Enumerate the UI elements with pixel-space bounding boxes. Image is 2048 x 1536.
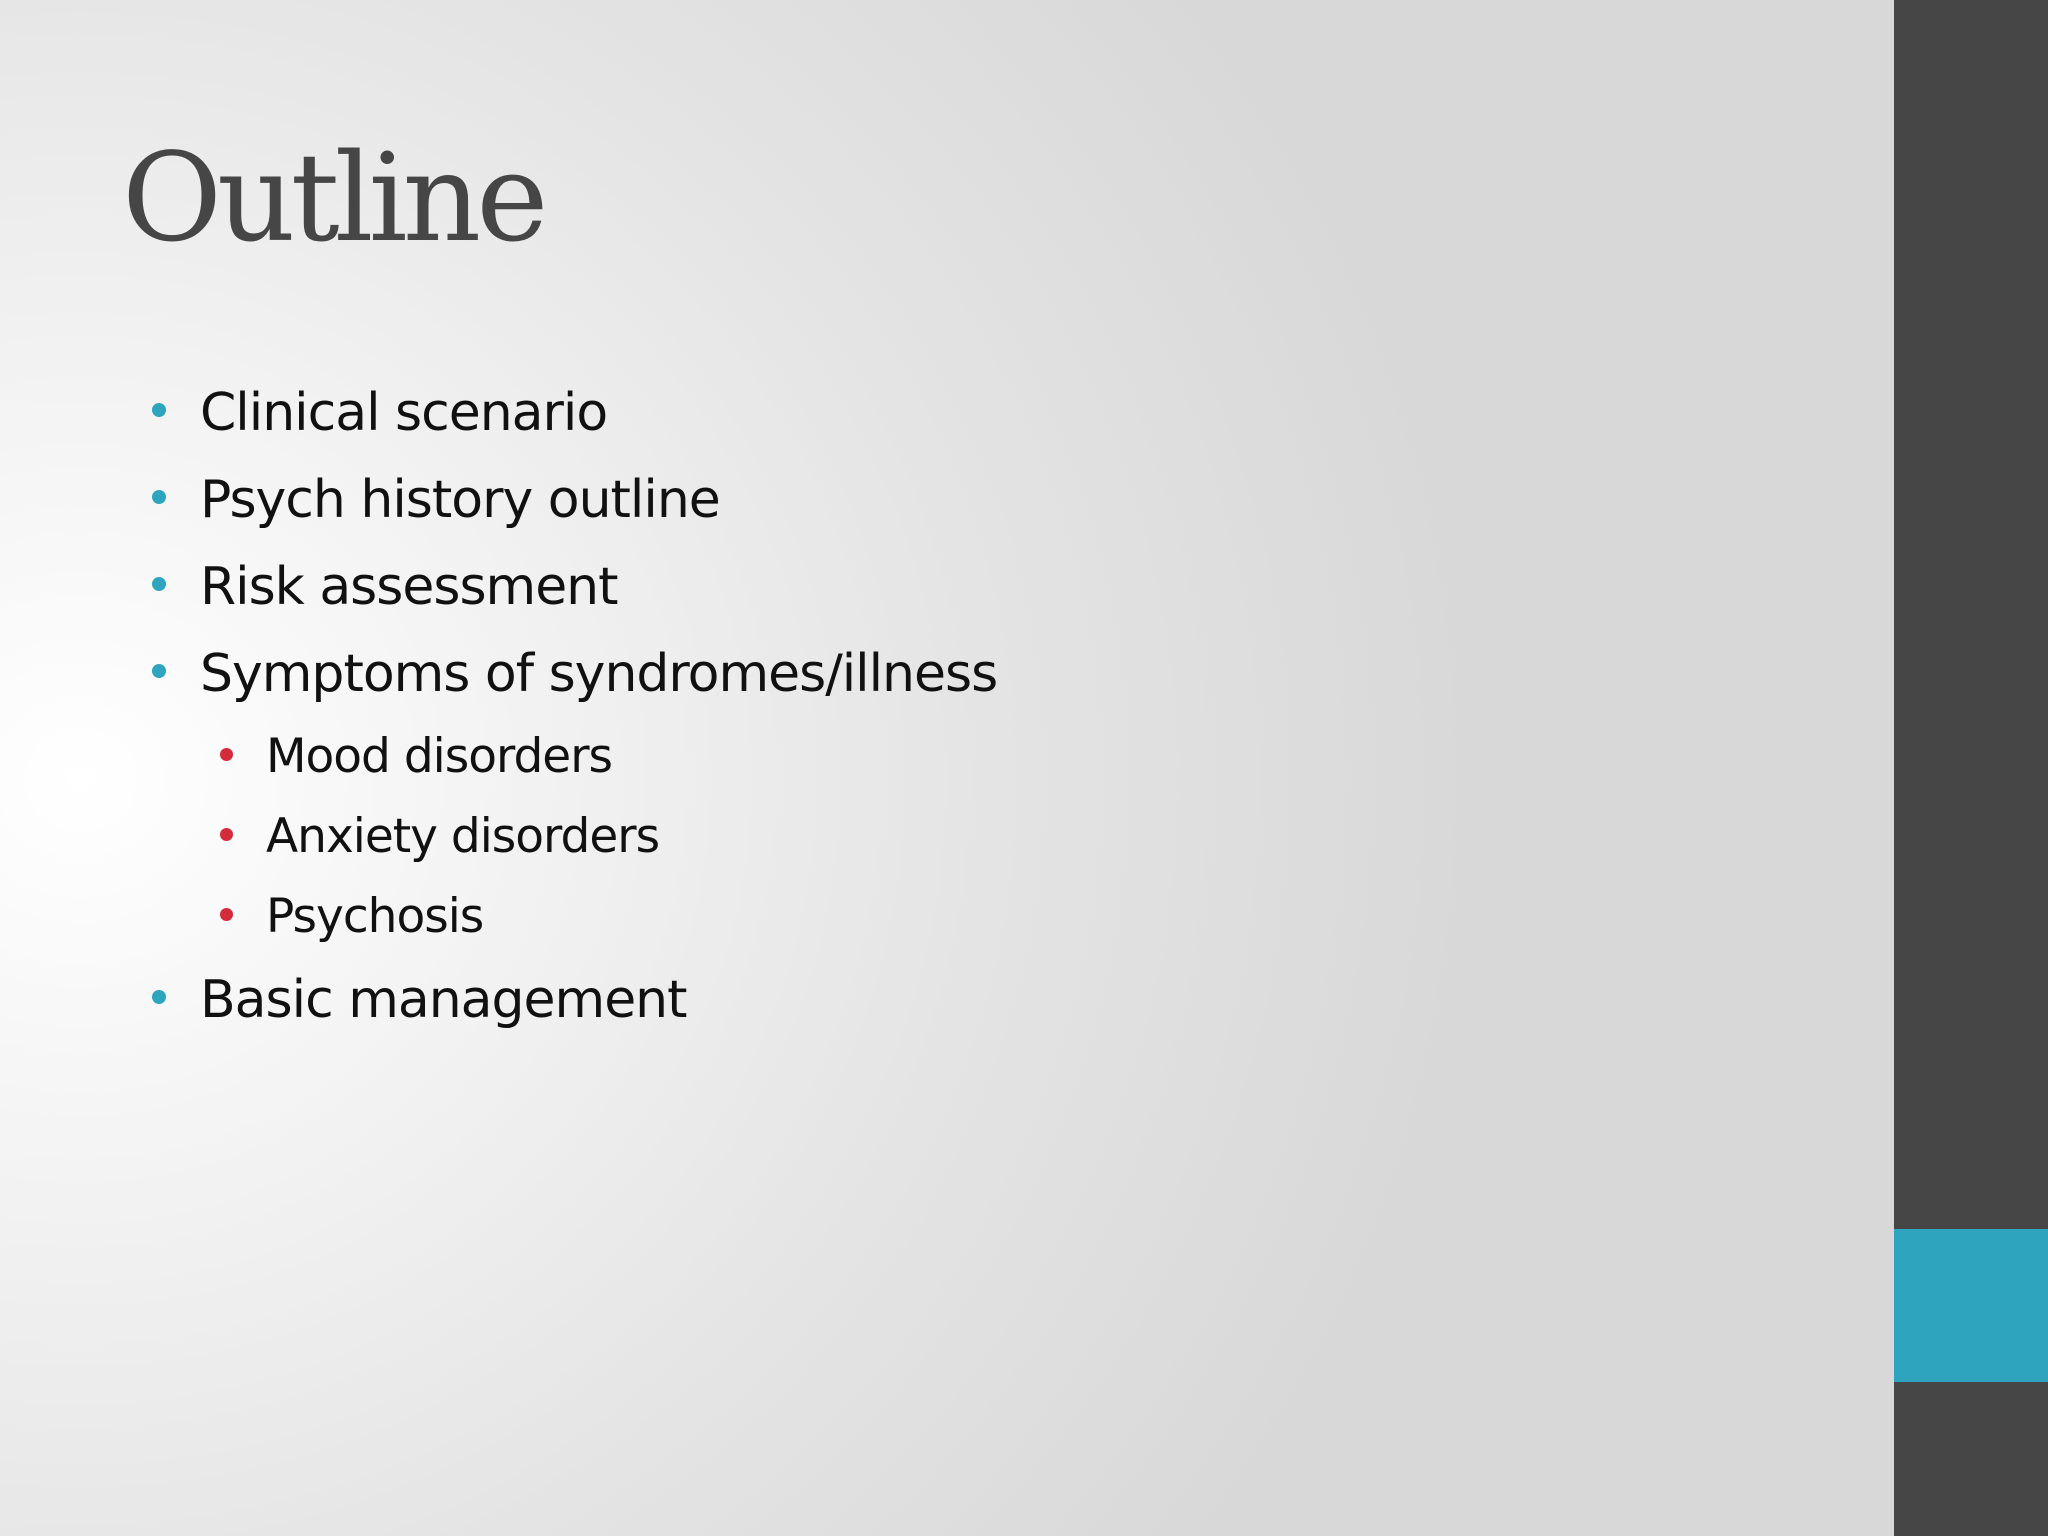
bullet-text: Mood disorders xyxy=(266,729,613,784)
bullet-item xyxy=(200,642,997,706)
bullet-text: Psychosis xyxy=(266,889,484,944)
bullet-text: Risk assessment xyxy=(200,557,618,617)
bullet-dot-icon xyxy=(152,664,166,678)
right-sidebar-bar xyxy=(1894,0,2048,1536)
bullet-dot-icon xyxy=(152,990,166,1004)
bullet-text: Basic management xyxy=(200,970,687,1030)
sub-bullet-dot-icon xyxy=(220,828,233,841)
slide-title: Outline xyxy=(122,127,544,269)
bullet-dot-icon xyxy=(152,403,166,417)
sub-bullet-dot-icon xyxy=(220,748,233,761)
bullet-dot-icon xyxy=(152,577,166,591)
sub-bullet-item xyxy=(266,888,483,946)
bullet-item xyxy=(200,381,607,445)
bullet-item xyxy=(200,968,687,1032)
bullet-text: Symptoms of syndromes/illness xyxy=(200,644,998,704)
sub-bullet-dot-icon xyxy=(220,908,233,921)
sub-bullet-item xyxy=(266,728,612,786)
bullet-item xyxy=(200,468,720,532)
bullet-dot-icon xyxy=(152,490,166,504)
bullet-text: Psych history outline xyxy=(200,470,720,530)
sidebar-accent-block xyxy=(1894,1229,2048,1382)
sub-bullet-item xyxy=(266,808,659,866)
bullet-text: Clinical scenario xyxy=(200,383,608,443)
bullet-item xyxy=(200,555,618,619)
bullet-text: Anxiety disorders xyxy=(266,809,660,864)
